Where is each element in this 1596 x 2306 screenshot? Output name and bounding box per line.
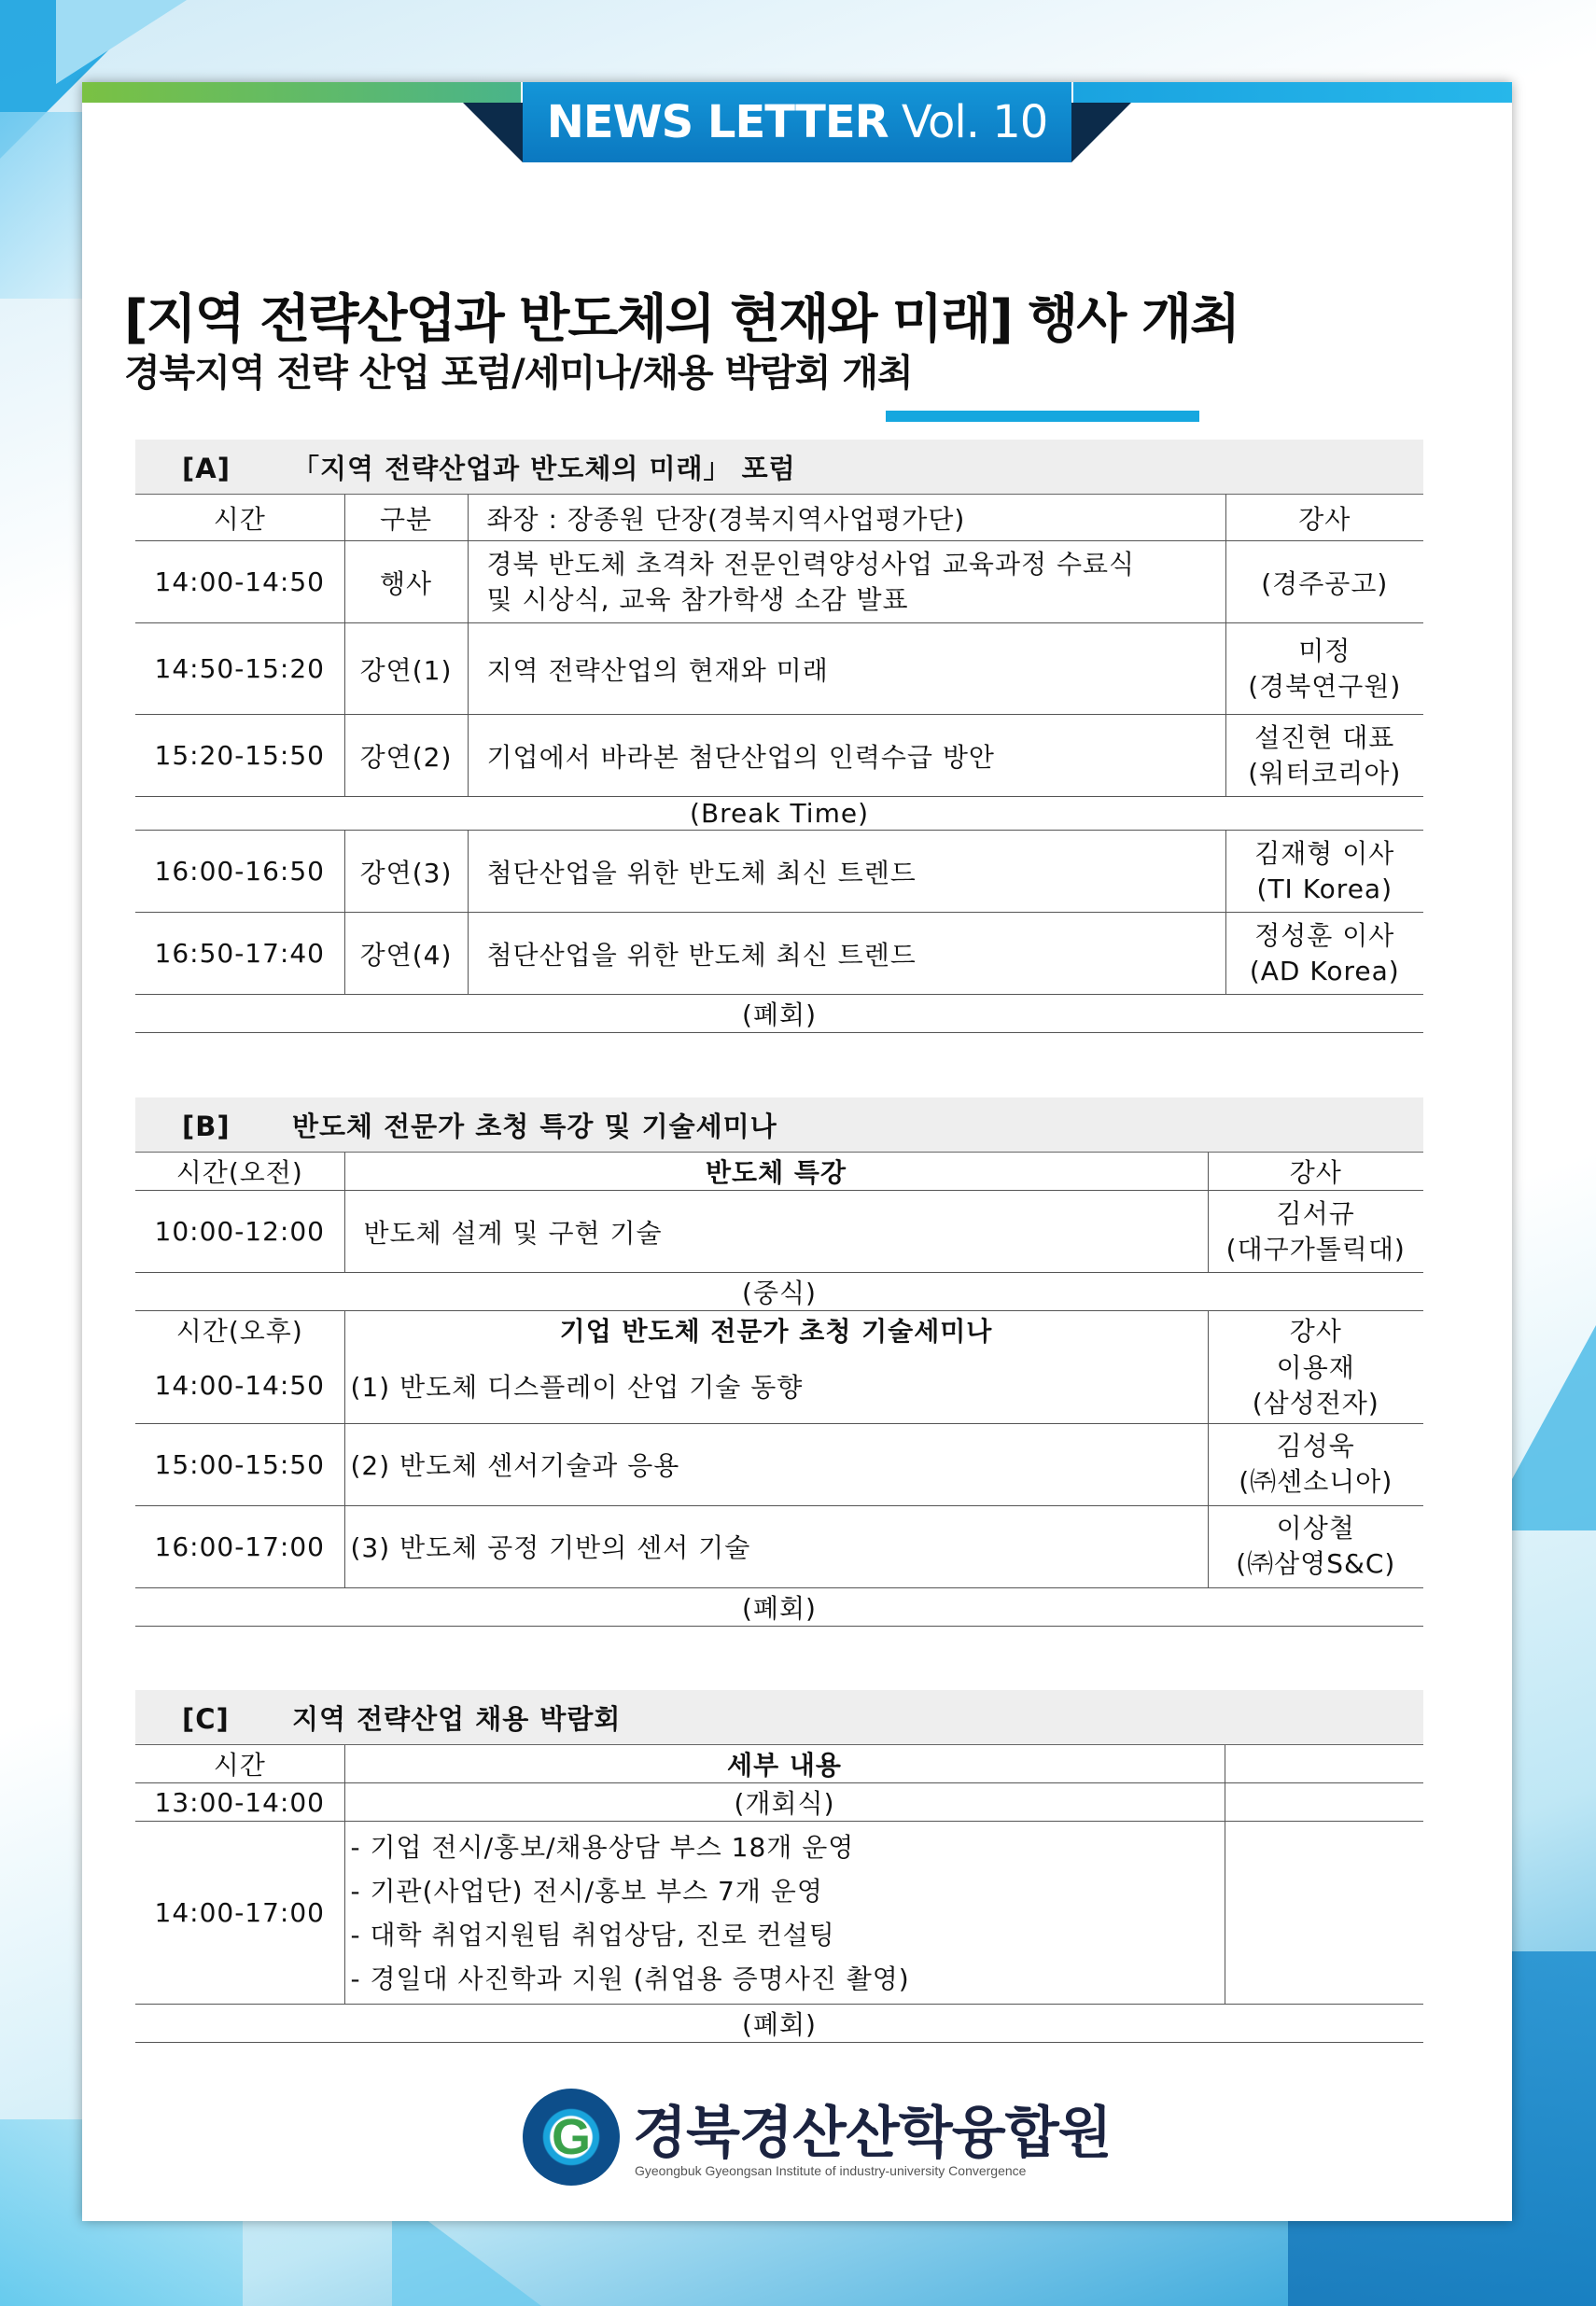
speaker-cell [1225,831,1423,913]
background-decoration [56,0,187,84]
column-header: 강사 [1225,495,1423,541]
banner-fold [1071,103,1131,162]
organization-name: 경북경산산학융합원 [633,2101,1112,2166]
type-cell: 행사 [344,541,468,623]
list-item: - 대학 취업지원팀 취업상담, 진로 컨설팅 [350,1919,835,1950]
newsletter-label: NEWS LETTER [546,96,889,148]
time-cell: 14:00-14:50 [135,1349,344,1423]
table-row [135,913,1423,995]
speaker-name: 이용재 [1276,1351,1355,1383]
content-cell: 반도체 설계 및 구현 기술 [344,1191,1208,1273]
lunch-row [135,1273,1423,1311]
speaker-affiliation: (삼성전자) [1252,1387,1379,1419]
speaker-cell [1225,623,1423,715]
volume-label: Vol. 10 [901,96,1048,148]
closing-label: (폐회) [135,1587,1423,1626]
organization-english-name: Gyeongbuk Gyeongsan Institute of industry-university Convergence [635,2163,1027,2178]
section-tag: [B] [182,1110,231,1142]
column-header: 시간 [135,495,344,541]
column-header: 시간(오후) [175,1316,303,1347]
table-row [135,1349,1423,1423]
table-header-row [135,495,1423,541]
content-cell: 첨단산업을 위한 반도체 최신 트렌드 [468,831,1225,913]
time-cell: 13:00-14:00 [135,1783,344,1822]
speaker-affiliation: (㈜삼영S&C) [1236,1548,1396,1579]
content-cell [344,1822,1225,2005]
top-accent-bar [1073,82,1512,103]
logo-letter: G [551,2109,591,2165]
speaker-name: 김재형 이사 [1254,837,1395,869]
column-header: 시간 [135,1745,344,1783]
speaker-affiliation: (TI Korea) [1256,873,1393,904]
forum-schedule-table [135,440,1423,1033]
top-accent-bar [82,82,521,103]
content-cell: (개회식) [344,1783,1225,1822]
content-cell: (3) 반도체 공정 기반의 센서 기술 [344,1505,1208,1587]
table-header-row [135,1745,1423,1783]
table-row [135,623,1423,715]
organization-logo [523,2089,1120,2191]
section-tag: [A] [182,452,231,484]
column-header: 반도체 특강 [344,1153,1208,1191]
time-cell: 16:00-16:50 [135,831,344,913]
column-header: 강사 [1208,1153,1423,1191]
break-label: (Break Time) [135,797,1423,831]
job-fair-table [135,1690,1423,2043]
table-row [135,715,1423,797]
table-row [135,1423,1423,1505]
speaker-cell [1208,1349,1423,1423]
type-cell: 강연(2) [344,715,468,797]
banner-fold [463,103,523,162]
type-cell: 강연(1) [344,623,468,715]
speaker-name: 설진현 대표 [1254,721,1395,753]
time-cell: 14:00-14:50 [135,541,344,623]
content-cell [468,541,1225,623]
table-row [135,831,1423,913]
speaker-affiliation: (대구가톨릭대) [1225,1233,1406,1265]
list-item: - 기관(사업단) 전시/홍보 부스 7개 운영 [350,1875,823,1907]
content-cell: 기업에서 바라본 첨단산업의 인력수급 방안 [468,715,1225,797]
table-row [135,1783,1423,1822]
break-row [135,797,1423,831]
time-cell: 15:20-15:50 [154,740,325,771]
speaker-name: 김성욱 [1276,1431,1355,1462]
table-header-row [135,1153,1423,1191]
table-row [135,1822,1423,2005]
title-underline [886,411,1199,422]
speaker-name: 이상철 [1276,1513,1355,1544]
column-header: 세부 내용 [344,1745,1225,1783]
speaker-cell [1225,715,1423,797]
closing-row [135,2005,1423,2043]
section-header [135,1690,1423,1745]
speaker-cell [1208,1423,1423,1505]
closing-row [135,1587,1423,1626]
speaker-cell [1208,1505,1423,1587]
list-item: - 경일대 사진학과 지원 (취업용 증명사진 촬영) [350,1963,910,1994]
section-title: 반도체 전문가 초청 특강 및 기술세미나 [292,1110,777,1142]
type-cell: 강연(4) [344,913,468,995]
section-header [135,440,1423,495]
time-cell: 14:00-17:00 [154,1897,325,1928]
speaker-affiliation: (워터코리아) [1248,757,1402,789]
speaker-affiliation: (경북연구원) [1248,670,1402,702]
closing-label: (폐회) [135,2005,1423,2043]
list-item: - 기업 전시/홍보/채용상담 부스 18개 운영 [350,1831,855,1863]
content-cell: (1) 반도체 디스플레이 산업 기술 동향 [344,1349,1208,1423]
column-header: 구분 [344,495,468,541]
closing-label: (폐회) [135,995,1423,1033]
page-title: [지역 전략산업과 반도체의 현재와 미래] 행사 개최 [124,289,1239,350]
table-header-row [135,1311,1423,1349]
table-row [135,541,1423,623]
section-tag: [C] [182,1702,230,1735]
column-header: 좌장 : 장종원 단장(경북지역사업평가단) [468,495,1225,541]
speaker-affiliation: (㈜센소니아) [1239,1466,1393,1497]
newsletter-card [82,82,1512,2221]
table-row [135,1505,1423,1587]
time-cell: 16:00-17:00 [154,1530,325,1562]
speaker-cell [1208,1191,1423,1273]
section-title: 「지역 전략산업과 반도체의 미래」 포럼 [292,452,796,484]
closing-row [135,995,1423,1033]
section-header [135,1097,1423,1153]
type-cell: 강연(3) [344,831,468,913]
time-cell: 14:50-15:20 [135,623,344,715]
speaker-name: 미정 [1298,635,1351,666]
time-cell: 10:00-12:00 [154,1216,325,1247]
content-line: 및 시상식, 교육 참가학생 소감 발표 [486,583,909,615]
speaker-affiliation: (AD Korea) [1249,955,1400,986]
lunch-label: (중식) [135,1273,1423,1311]
content-line: 경북 반도체 초격차 전문인력양성사업 교육과정 수료식 [486,548,1136,580]
content-cell: 지역 전략산업의 현재와 미래 [468,623,1225,715]
empty-cell [1225,1783,1423,1822]
content-cell: 첨단산업을 위한 반도체 최신 트렌드 [468,913,1225,995]
time-cell: 15:00-15:50 [135,1423,344,1505]
page-subtitle: 경북지역 전략 산업 포럼/세미나/채용 박람회 개최 [124,352,913,395]
section-title: 지역 전략산업 채용 박람회 [292,1702,622,1735]
newsletter-banner [523,82,1071,162]
time-cell: 16:50-17:40 [154,938,325,969]
seminar-schedule-table [135,1097,1423,1627]
empty-cell [1225,1822,1423,2005]
content-cell: (2) 반도체 센서기술과 응용 [344,1423,1208,1505]
column-header: 강사 [1208,1311,1423,1349]
column-header: 기업 반도체 전문가 초청 기술세미나 [344,1311,1208,1349]
speaker-name: 정성훈 이사 [1254,919,1395,951]
empty-cell [1225,1745,1423,1783]
speaker-name: 김서규 [1276,1197,1355,1229]
table-row [135,1191,1423,1273]
speaker-cell: (경주공고) [1225,541,1423,623]
column-header: 시간(오전) [135,1153,344,1191]
speaker-cell [1225,913,1423,995]
